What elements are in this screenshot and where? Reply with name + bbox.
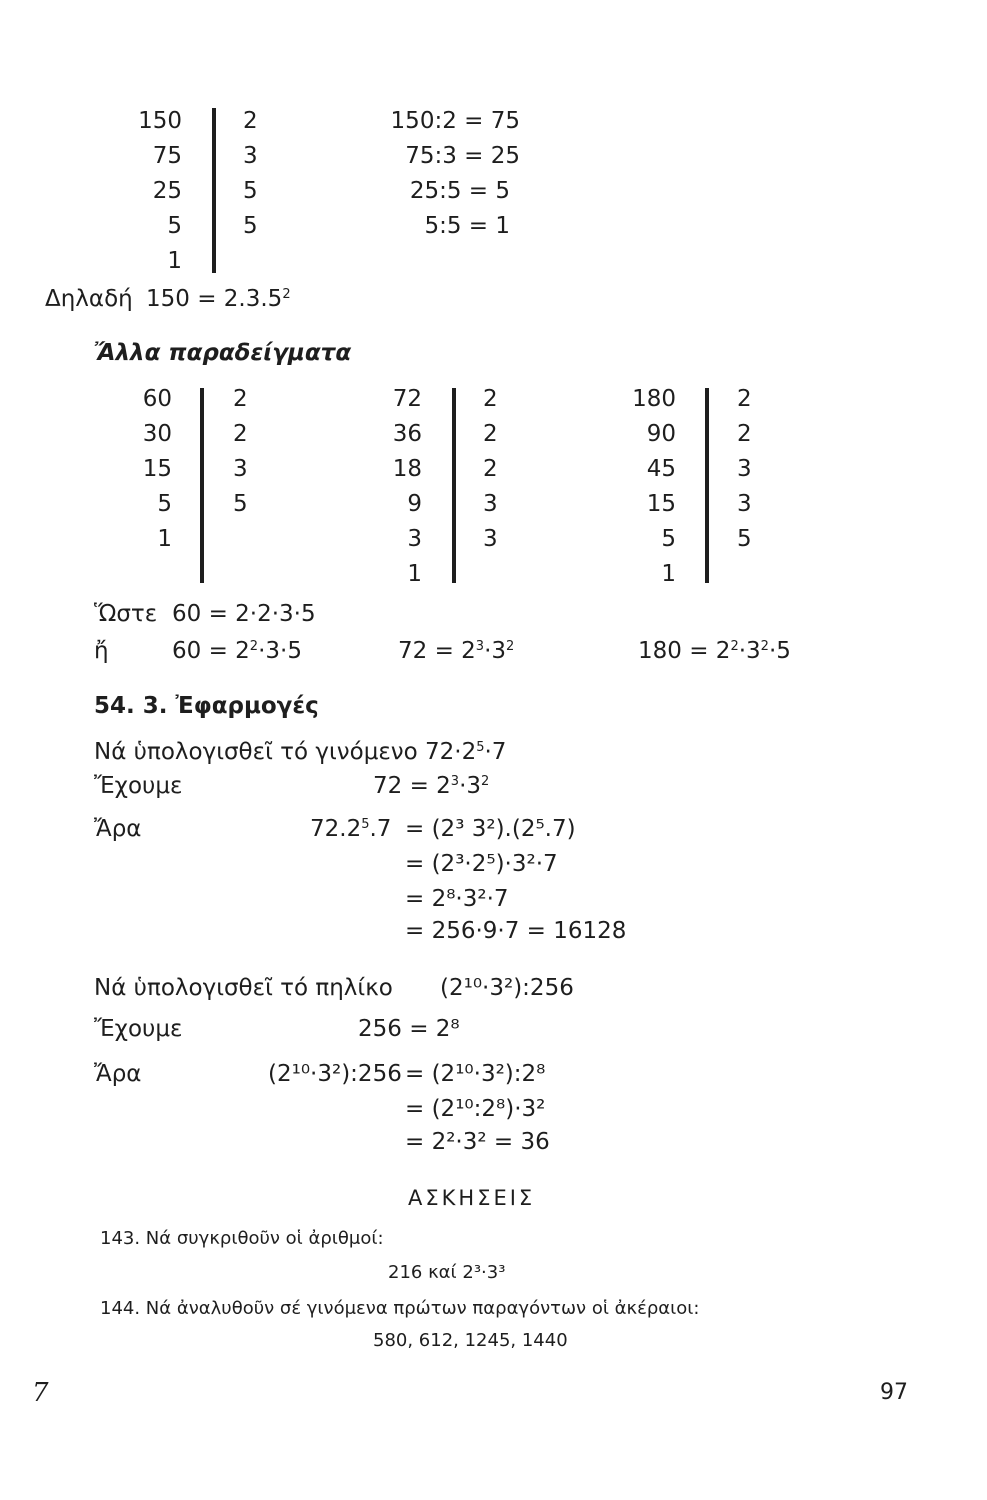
so-label: Ἄρα [94,1061,142,1087]
product-lhs: 72.2$^5$.7 [310,816,392,842]
have-label: Ἔχουμε [94,773,183,799]
dividend: 5 [661,526,676,552]
dividend: 1 [407,561,422,587]
result-72: $72 = 2^3\cdot 3^2$ [398,638,515,664]
dividend: 150 [138,108,182,134]
so-expression: 60 = 2·2·3·5 [172,601,316,627]
quotient-expression: (2¹⁰·3²):256 [440,975,574,1001]
quotient-step: = (2¹⁰:2⁸)·3² [405,1096,546,1122]
divisor: 2 [483,421,498,447]
product-result: = 256·9·7 = 16128 [405,918,627,944]
divisor: 3 [737,491,752,517]
divisor: 2 [737,386,752,412]
division-step: 150:2 = 75 [390,108,520,134]
division-bar [212,108,216,273]
division-bar [452,388,456,583]
result-label: Δηλαδή [45,286,133,312]
dividend: 60 [142,386,172,412]
exercise-143-values: 216 καί 2³·3³ [388,1262,506,1283]
have-expression: $72 = 2^3\cdot 3^2$ [373,773,490,799]
have-label: Ἔχουμε [94,1016,183,1042]
dividend: 45 [646,456,676,482]
section-heading: Ἄλλα παραδείγματα [94,340,352,366]
quotient-step: = (2¹⁰·3²):2⁸ [405,1061,546,1087]
dividend: 9 [407,491,422,517]
task-quotient: Νά ὑπολογισθεῖ τό πηλίκο [94,975,393,1001]
product-step: = 2⁸·3²·7 [405,886,509,912]
divisor: 3 [233,456,248,482]
quotient-lhs: (2¹⁰·3²):256 [268,1061,402,1087]
divisor: 3 [737,456,752,482]
divisor: 5 [737,526,752,552]
divisor: 2 [233,386,248,412]
quotient-result: = 2²·3² = 36 [405,1129,550,1155]
result-180: $180 = 2^2\cdot 3^2\cdot 5$ [638,638,791,664]
result-60: $60 = 2^2\cdot 3\cdot 5$ [172,638,302,664]
divisor: 5 [233,491,248,517]
dividend: 72 [392,386,422,412]
task-product: Νά ὑπολογισθεῖ τό γινόμενο $72\cdot 2^5\cdot 7$ [94,739,507,765]
signature-mark: 7 [32,1378,49,1408]
dividend: 30 [142,421,172,447]
result-expression: $150 = 2.3.5^2$ [146,286,291,312]
dividend: 18 [392,456,422,482]
divisor: 3 [243,143,258,169]
divisor: 2 [483,386,498,412]
divisor: 2 [233,421,248,447]
dividend: 25 [152,178,182,204]
exercises-heading: ΑΣΚΗΣΕΙΣ [408,1186,536,1210]
product-step: = (2³ 3²).(2⁵.7) [405,816,576,842]
divisor: 5 [243,213,258,239]
divisor: 3 [483,491,498,517]
dividend: 1 [167,248,182,274]
divisor: 2 [243,108,258,134]
section-title: 54. 3. Ἐφαρμογές [94,693,319,719]
dividend: 180 [632,386,676,412]
exercise-144: 144. Νά ἀναλυθοῦν σέ γινόμενα πρώτων παραγόντων οἱ ἀκέραιοι: [100,1298,700,1319]
dividend: 3 [407,526,422,552]
dividend: 36 [392,421,422,447]
division-bar [705,388,709,583]
division-step: 75:3 = 25 [405,143,520,169]
have-expression: 256 = 2⁸ [358,1016,460,1042]
dividend: 1 [157,526,172,552]
exercise-144-values: 580, 612, 1245, 1440 [373,1330,568,1351]
product-step: = (2³·2⁵)·3²·7 [405,851,558,877]
page-number: 97 [880,1380,908,1405]
dividend: 15 [142,456,172,482]
so-label: Ὥστε [94,601,158,627]
dividend: 1 [661,561,676,587]
dividend: 90 [646,421,676,447]
dividend: 15 [646,491,676,517]
divisor: 2 [737,421,752,447]
so-label: Ἄρα [94,816,142,842]
dividend: 5 [157,491,172,517]
dividend: 5 [167,213,182,239]
dividend: 75 [152,143,182,169]
or-label: ἤ [94,638,109,664]
exercise-143: 143. Νά συγκριθοῦν οἱ ἀριθμοί: [100,1228,384,1249]
division-step: 5:5 = 1 [424,213,510,239]
divisor: 3 [483,526,498,552]
division-bar [200,388,204,583]
divisor: 5 [243,178,258,204]
division-step: 25:5 = 5 [409,178,510,204]
divisor: 2 [483,456,498,482]
